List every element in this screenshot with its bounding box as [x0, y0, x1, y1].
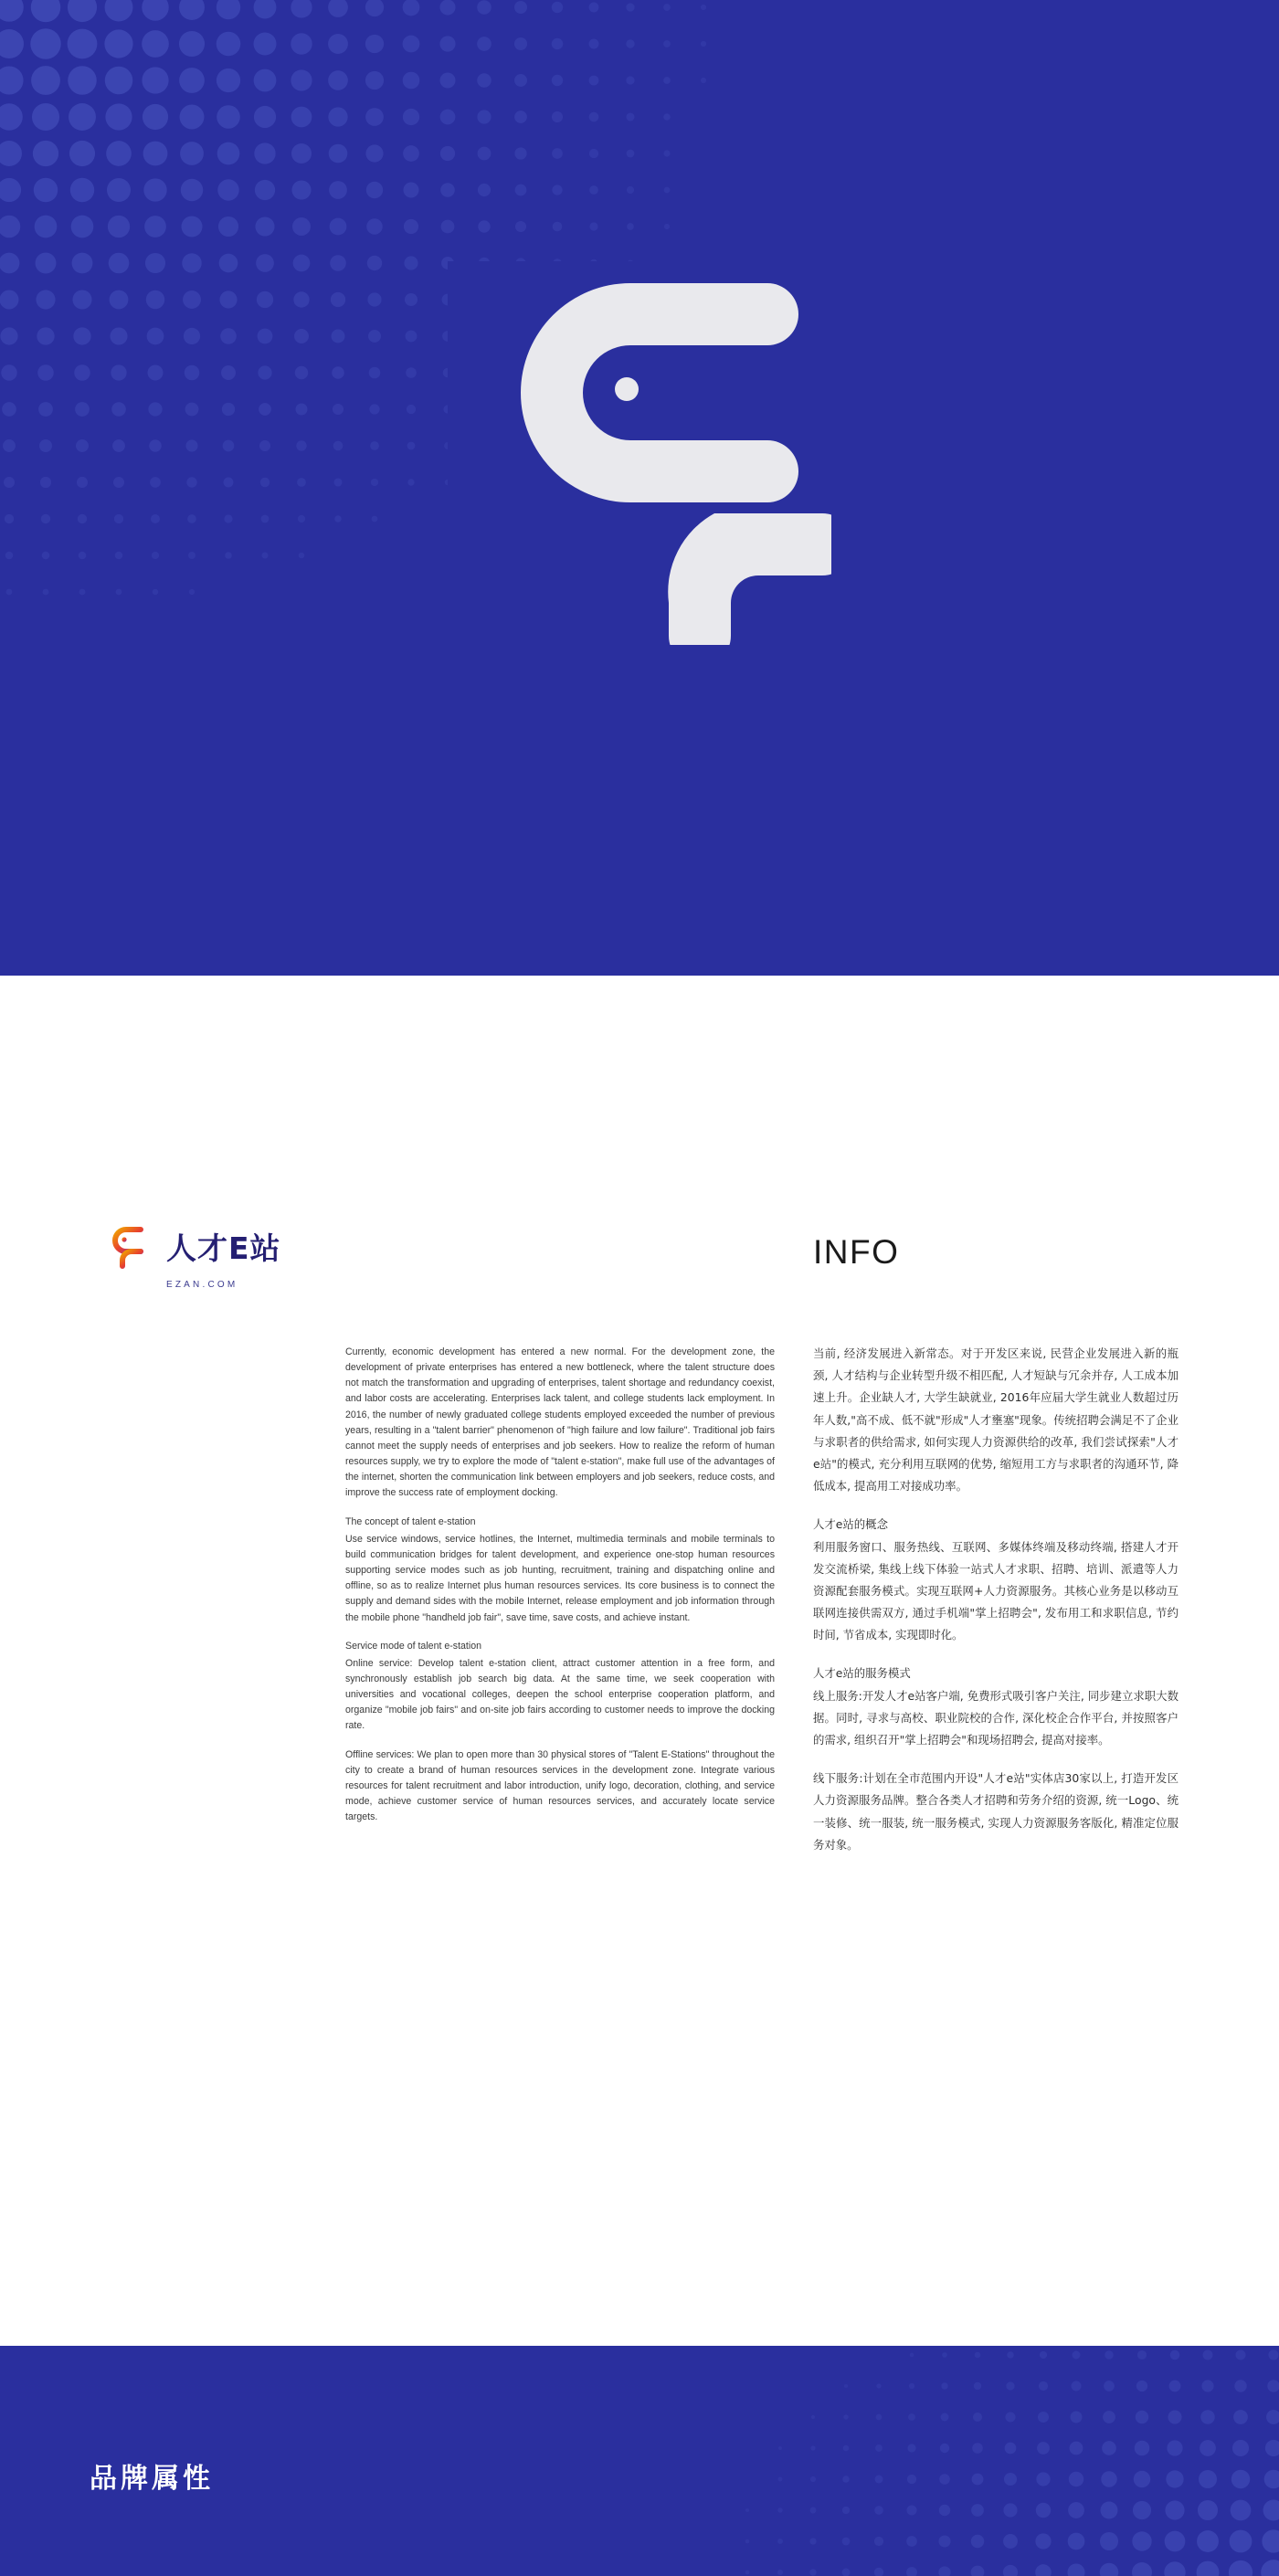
- footer-dot-pattern-decoration: [640, 2346, 1279, 2576]
- cn-intro-paragraph: 当前, 经济发展进入新常态。对于开发区来说, 民营企业发展进入新的瓶颈, 人才结构与企业转型升级不相匹配, 人才短缺与冗余并存, 人工成本加速上升。企业缺人才, 大学生缺就业, 2016年应届大学生就业人数超过历年人数,"高不成、低不就"形成"人才壅塞"现象。传统招聘会满足不了企业与求职者的供给需求, 如何实现人力资源供给的改革, 我们尝试探索"人才e站"的模式, 充分利用互联网的优势, 缩短用工方与求职者的沟通环节, 降低成本, 提高用工对接成功率。: [813, 1346, 1179, 1494]
- footer-title: 品牌属性: [90, 2463, 214, 2495]
- cn-section-3-body: 线下服务:计划在全市范围内开设"人才e站"实体店30家以上, 打造开发区人力资源服务品牌。整合各类人才招聘和劳务介绍的资源, 统一Logo、统一装修、统一服装, 统一服务模式, 实现人力资源服务客版化, 精准定位服务对象。: [813, 1771, 1179, 1852]
- cn-section-1-body: 利用服务窗口、服务热线、互联网、多媒体终端及移动终端, 搭建人才开发交流桥梁, 集线上线下体验一站式人才求职、招聘、培训、派遣等人力资源配套服务模式。实现互联网+人力资源服务。其核心业务是以移动互联网连接供需双方, 通过手机端"掌上招聘会", 发布用工和求职信息, 节约时间, 节省成本, 实现即时化。: [813, 1539, 1179, 1642]
- brand-url: EZAN.COM: [166, 1280, 238, 1290]
- en-intro-paragraph: Currently, economic development has entered a new normal. For the development zone, the development of private enterprises has entered a new bottleneck, where the talent structure does not match the transformation and upgrading of enterprises, talent shortage and redundancy coexist, and labor costs are accelerating. Enterprises lack talent, and college students lack employment. In 2016, the number of newly graduated college students employed exceeded the number of previous years, resulting in a "talent barrier" phenomenon of "high failure and low failure". Traditional job fairs cannot meet the supply needs of enterprises and job seekers. How to realize the reform of human resources supply, we try to explore the mode of "talent e-station", make full use of the advantages of the internet, shorten the communication link between employers and job seekers, reduce costs, and improve the success rate of employment docking.: [345, 1346, 775, 1499]
- ezan-e-monogram-logo: [448, 261, 831, 645]
- cn-section-2-body: 线上服务:开发人才e站客户端, 免费形式吸引客户关注, 同步建立求职大数据。同时, 寻求与高校、职业院校的合作, 深化校企合作平台, 并按照客户的需求, 组织召开"掌上招聘会"和现场招聘会, 提高对接率。: [813, 1688, 1179, 1747]
- brand-name-cn: 人才E站: [166, 1230, 281, 1266]
- info-heading: INFO: [813, 1233, 900, 1271]
- cn-section-2-heading: 人才e站的服务模式: [813, 1666, 911, 1681]
- en-section-2-body: Online service: Develop talent e-station client, attract customer attention in a free form, and synchronously establish job search big data. At the same time, we seek cooperation with universities and vocational colleges, deepen the school enterprise cooperation platform, and organize "mobile job fairs" and on-site job fairs according to customer needs to improve the docking rate.: [345, 1657, 775, 1732]
- english-text-column: [345, 1345, 775, 1825]
- en-section-1-body: Use service windows, service hotlines, the Internet, multimedia terminals and mobile terminals to build communication bridges for talent development, and experience one-stop human resources supporting service modes such as job hunting, recruitment, training and dispatching online and offline, so as to realize Internet plus human resources services. Its core business is to connect the supply and demand sides with the mobile Internet, release employment and job information through the mobile phone "handheld job fair", save time, save costs, and achieve instant.: [345, 1533, 775, 1623]
- chinese-text-column: [813, 1343, 1179, 1856]
- en-section-3-body: Offline services: We plan to open more than 30 physical stores of "Talent E-Stations" throughout the city to create a brand of human resources services in the development zone. Integrate various resources for talent recruitment and labor introduction, unify logo, decoration, clothing, and service mode, achieve customer service of human resources services, and accurately locate service targets.: [345, 1748, 775, 1823]
- brand-lockup: [110, 1222, 338, 1290]
- cn-section-1-heading: 人才e站的概念: [813, 1517, 888, 1532]
- en-section-2-heading: Service mode of talent e-station: [345, 1640, 481, 1652]
- ezan-gradient-e-icon: [110, 1222, 157, 1273]
- en-section-1-heading: The concept of talent e-station: [345, 1515, 476, 1527]
- content-panel: [0, 976, 1279, 2346]
- hero-panel: [0, 0, 1279, 976]
- footer-bar: [0, 2346, 1279, 2576]
